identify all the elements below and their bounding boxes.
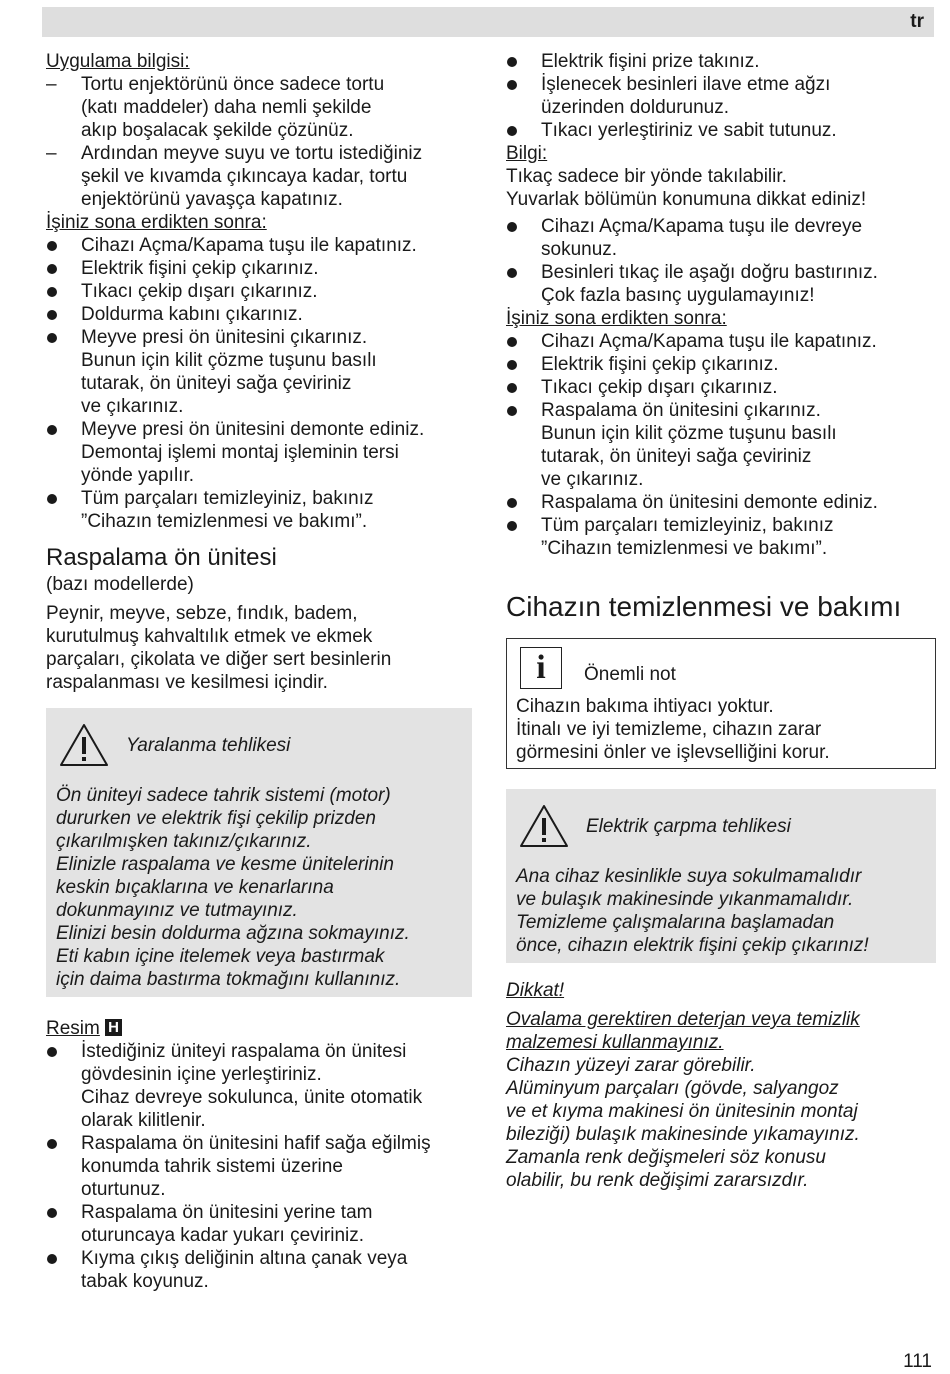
- list-item: Tıkacı çekip dışarı çıkarınız.: [506, 376, 936, 399]
- note-heading: Bilgi:: [506, 143, 548, 164]
- grater-description: Peynir, meyve, sebze, fındık, badem, kurutulmuş kahvaltılık etmek ve ekmek parçaları, çikolata ve diğer sert besinlerin raspalanması ve kesilmesi içindir.: [46, 603, 392, 693]
- usage-info-heading: Uygulama bilgisi:: [46, 51, 190, 72]
- list-item: Raspalama ön ünitesini hafif sağa eğilmiş konumda tahrik sistemi üzerine oturtunuz.: [46, 1132, 472, 1201]
- operation-steps-list-2: [506, 215, 936, 307]
- list-item: – Ardından meyve suyu ve tortu istediğiniz şekil ve kıvamda çıkıncaya kadar, tortu enjektörünü yavaşça kapatınız.: [46, 142, 472, 211]
- list-item: Tüm parçaları temizleyiniz, bakınız ”Cihazın temizlenmesi ve bakımı”.: [46, 487, 472, 533]
- injury-warning-text: Ön üniteyi sadece tahrik sistemi (motor) dururken ve elektrik fişi çekilip prizden çıkarılmışken takınız/çıkarınız. Elinizle raspalama ve kesme ünitelerinin keskin bıçaklarına ve kenarlarına dokunmayınız ve tutmayınız. Elinizi besin doldurma ağzına sokmayınız. Eti kabın içine itelemek veya bastırmak için daima bastırma tokmağını kullanınız.: [56, 785, 410, 990]
- list-item: Elektrik fişini çekip çıkarınız.: [46, 257, 472, 280]
- caution-text: Cihazın yüzeyi zarar görebilir. Alüminyum parçaları (gövde, salyangoz ve et kıyma makinesi ön ünitesinin montaj bileziği) bulaşık makinesinde yıkamayınız. Zamanla renk değişmeleri söz konusu olabilir, bu renk değişimi zararsızdır.: [506, 1055, 860, 1191]
- list-item: Elektrik fişini çekip çıkarınız.: [506, 353, 936, 376]
- list-item: Tıkacı çekip dışarı çıkarınız.: [46, 280, 472, 303]
- warning-triangle-icon: [518, 803, 570, 849]
- caution-bold-text: Ovalama gerektiren deterjan veya temizlik malzemesi kullanmayınız.: [506, 1009, 860, 1053]
- list-item: Raspalama ön ünitesini yerine tam oturuncaya kadar yukarı çeviriniz.: [46, 1201, 472, 1247]
- header-bar: [42, 7, 934, 37]
- cleaning-section-title: Cihazın temizlenmesi ve bakımı: [506, 591, 902, 622]
- operation-steps-list: [506, 50, 936, 142]
- after-work-heading: İşiniz sona erdikten sonra:: [46, 212, 267, 233]
- list-item: Cihazı Açma/Kapama tuşu ile devreye sokunuz.: [506, 215, 936, 261]
- list-item: Kıyma çıkış deliğinin altına çanak veya tabak koyunuz.: [46, 1247, 472, 1293]
- after-work-list: [46, 234, 472, 533]
- list-item: Cihazı Açma/Kapama tuşu ile kapatınız.: [506, 330, 936, 353]
- after-work-list-2: [506, 330, 936, 560]
- important-note-box: [506, 638, 936, 769]
- list-item: İşlenecek besinleri ilave etme ağzı üzerinden doldurunuz.: [506, 73, 936, 119]
- figure-letter-badge: H: [105, 1019, 122, 1036]
- figure-reference: Resim H: [46, 1017, 472, 1040]
- important-note-text: Cihazın bakıma ihtiyacı yoktur. İtinalı ve iyi temizleme, cihazın zarar görmesini önler ve işlevselliğini korur.: [516, 696, 830, 763]
- page-number: 111: [903, 1351, 932, 1372]
- list-item: Tüm parçaları temizleyiniz, bakınız ”Cihazın temizlenmesi ve bakımı”.: [506, 514, 936, 560]
- list-item: İstediğiniz üniteyi raspalama ön ünitesi gövdesinin içine yerleştiriniz. Cihaz devreye sokulunca, ünite otomatik olarak kilitlenir.: [46, 1040, 472, 1132]
- list-item: Doldurma kabını çıkarınız.: [46, 303, 472, 326]
- list-item: Tıkacı yerleştiriniz ve sabit tutunuz.: [506, 119, 936, 142]
- warning-triangle-icon: [58, 722, 110, 768]
- list-item: Cihazı Açma/Kapama tuşu ile kapatınız.: [46, 234, 472, 257]
- list-item: Raspalama ön ünitesini çıkarınız. Bunun için kilit çözme tuşunu basılı tutarak, ön üniteyi sağa çeviriniz ve çıkarınız.: [506, 399, 936, 491]
- electric-shock-warning-box: [506, 789, 936, 963]
- grater-steps-list: [46, 1040, 472, 1293]
- right-column: [506, 50, 936, 1192]
- caution-heading: Dikkat!: [506, 980, 565, 1001]
- electric-shock-warning-title: Elektrik çarpma tehlikesi: [586, 816, 791, 837]
- grater-section-title: Raspalama ön ünitesi: [46, 544, 277, 571]
- info-icon: i: [520, 647, 562, 689]
- electric-shock-warning-text: Ana cihaz kesinlikle suya sokulmamalıdır ve bulaşık makinesinde yıkanmamalıdır. Temizleme çalışmalarına başlamadan önce, cihazın elektrik fişini çekip çıkarınız!: [516, 866, 869, 956]
- left-column: [46, 50, 472, 1293]
- list-item: – Tortu enjektörünü önce sadece tortu (katı maddeler) daha nemli şekilde akıp boşalacak şekilde çözünüz.: [46, 73, 472, 142]
- grater-subtitle: (bazı modellerde): [46, 574, 194, 595]
- injury-warning-box: [46, 708, 472, 997]
- important-note-title: Önemli not: [584, 664, 676, 685]
- list-item: Elektrik fişini prize takınız.: [506, 50, 936, 73]
- list-item: Meyve presi ön ünitesini çıkarınız. Bunun için kilit çözme tuşunu basılı tutarak, ön üniteyi sağa çeviriniz ve çıkarınız.: [46, 326, 472, 418]
- list-item: Meyve presi ön ünitesini demonte ediniz. Demontaj işlemi montaj işleminin tersi yönde yapılır.: [46, 418, 472, 487]
- list-item: Besinleri tıkaç ile aşağı doğru bastırınız. Çok fazla basınç uygulamayınız!: [506, 261, 936, 307]
- after-work-heading-2: İşiniz sona erdikten sonra:: [506, 308, 727, 329]
- note-text: Tıkaç sadece bir yönde takılabilir. Yuvarlak bölümün konumuna dikkat ediniz!: [506, 166, 867, 210]
- injury-warning-title: Yaralanma tehlikesi: [126, 735, 291, 756]
- list-item: Raspalama ön ünitesini demonte ediniz.: [506, 491, 936, 514]
- language-code: tr: [910, 11, 924, 32]
- usage-info-list: [46, 73, 472, 211]
